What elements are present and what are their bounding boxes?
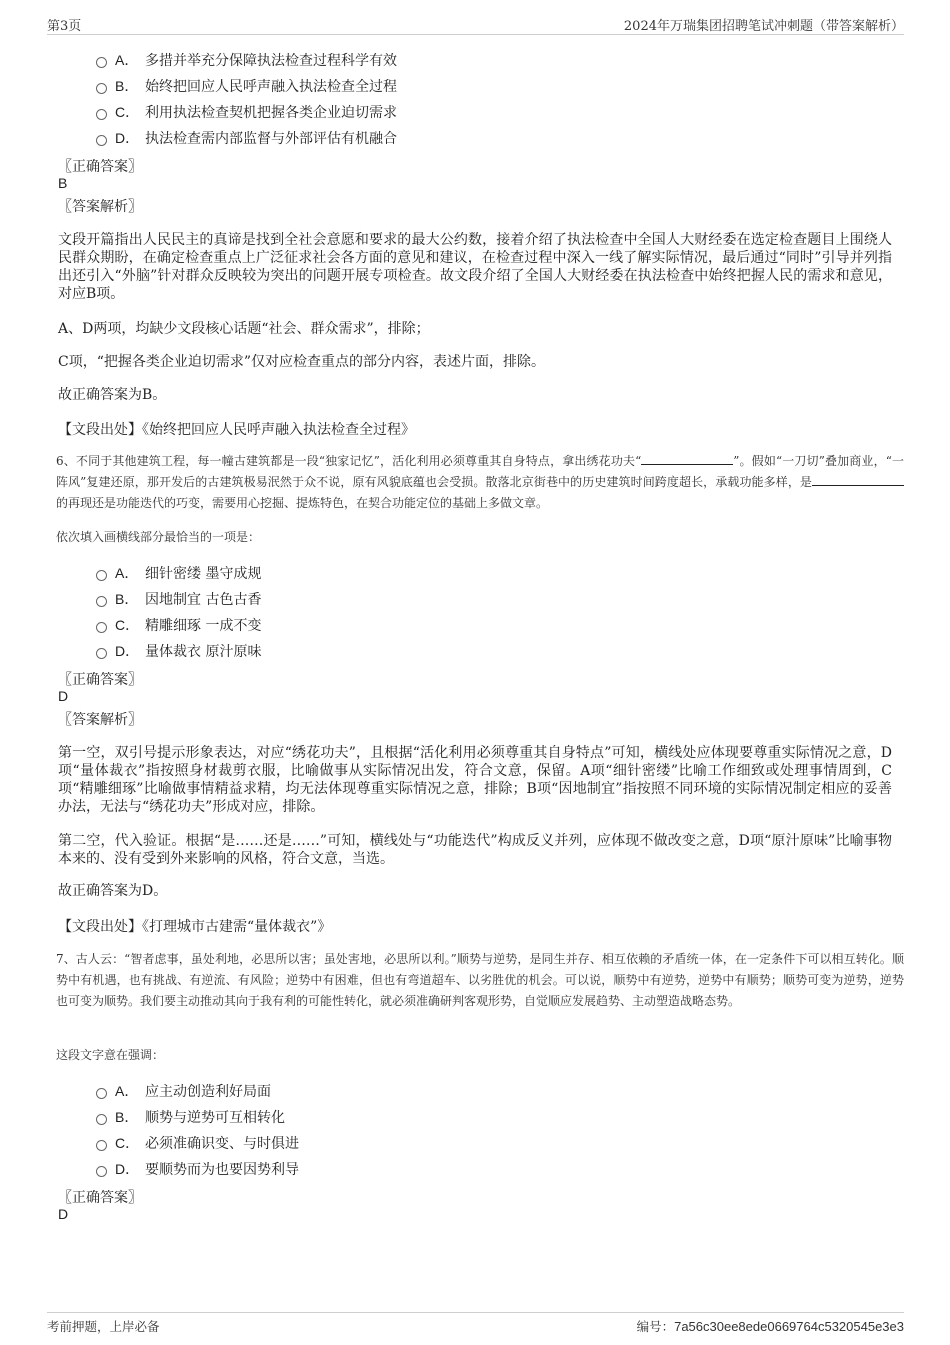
q5-option-b[interactable]: B． 始终把回应人民呼声融入执法检查全过程 bbox=[96, 76, 397, 98]
q7-stem: 7、古人云：“智者虑事，虽处利地，必思所以害；虽处害地，必思所以利。”顺势与逆势，是同生并存、相互依赖的矛盾统一体，在一定条件下可以相互转化。顺势中有机遇，也有挑战、有逆流、有风险；逆势中有困难，但也有弯道超车、以劣胜优的机会。可以说，顺势中有逆势，逆势中有顺势；顺势可变为逆势，逆势也可变为顺势。我们要主动推动其向于我有利的可能性转化，就必须准确研判客观形势，自觉顺应发展趋势、主动塑造战略态势。 bbox=[56, 952, 904, 1008]
footer-slogan: 考前押题，上岸必备 bbox=[47, 1319, 160, 1334]
q7-prompt: 这段文字意在强调： bbox=[56, 1048, 165, 1062]
q6-option-d[interactable]: D． 量体裁衣 原汁原味 bbox=[96, 641, 261, 663]
q5-analysis-paragraph-3: C项，“把握各类企业迫切需求”仅对应检查重点的部分内容，表述片面，排除。 bbox=[58, 354, 546, 370]
radio-icon[interactable] bbox=[96, 1166, 107, 1177]
q6-option-c[interactable]: C． 精雕细琢 一成不变 bbox=[96, 615, 261, 637]
radio-icon[interactable] bbox=[96, 83, 107, 94]
radio-icon[interactable] bbox=[96, 1114, 107, 1125]
q5-option-d[interactable]: D． 执法检查需内部监督与外部评估有机融合 bbox=[96, 128, 397, 150]
radio-icon[interactable] bbox=[96, 1088, 107, 1099]
radio-icon[interactable] bbox=[96, 1140, 107, 1151]
q6-source: 【文段出处】《打理城市古建需“量体裁衣”》 bbox=[58, 919, 332, 935]
q7-option-a[interactable]: A． 应主动创造利好局面 bbox=[96, 1081, 271, 1103]
radio-icon[interactable] bbox=[96, 648, 107, 659]
q6-option-b[interactable]: B． 因地制宜 古色古香 bbox=[96, 589, 261, 611]
q5-option-a[interactable]: A． 多措并举充分保障执法检查过程科学有效 bbox=[96, 50, 397, 72]
radio-icon[interactable] bbox=[96, 622, 107, 633]
page-header bbox=[47, 12, 904, 35]
footer-code: 编号：7a56c30ee8ede0669764c5320545e3e3 bbox=[636, 1319, 904, 1334]
q7-answer: D bbox=[58, 1206, 69, 1222]
q5-option-c[interactable]: C． 利用执法检查契机把握各类企业迫切需求 bbox=[96, 102, 397, 124]
q7-answer-label: 〖正确答案〗 bbox=[58, 1190, 142, 1206]
q5-analysis-paragraph-2: A、D两项，均缺少文段核心话题“社会、群众需求”，排除； bbox=[58, 321, 430, 337]
q6-prompt: 依次填入画横线部分最恰当的一项是： bbox=[56, 530, 261, 544]
radio-icon[interactable] bbox=[96, 135, 107, 146]
radio-icon[interactable] bbox=[96, 570, 107, 581]
q6-answer: D bbox=[58, 688, 69, 704]
document-title: 2024年万瑞集团招聘笔试冲刺题（带答案解析） bbox=[623, 19, 904, 34]
q7-option-c[interactable]: C． 必须准确识变、与时俱进 bbox=[96, 1133, 299, 1155]
q6-stem: 6、不同于其他建筑工程，每一幢古建筑都是一段“独家记忆”，活化利用必须尊重其自身特点，拿出绣花功夫“ ”。假如“一刀切”叠加商业，“一阵风”复建还原，那开发后的古建筑极易泯然于众不说，原有风貌底蕴也会受损。散落北京街巷中的历史建筑时间跨度超长，承载功能多样，是的再现还是功能迭代的巧变，需要用心挖掘、提炼特色，在契合功能定位的基础上多做文章。 bbox=[56, 454, 904, 510]
radio-icon[interactable] bbox=[96, 57, 107, 68]
radio-icon[interactable] bbox=[96, 596, 107, 607]
q5-analysis-paragraph-4: 故正确答案为B。 bbox=[58, 387, 167, 403]
q5-analysis-paragraph-1: 文段开篇指出人民民主的真谛是找到全社会意愿和要求的最大公约数，接着介绍了执法检查中全国人大财经委在选定检查题目上围绕人民群众期盼，在确定检查重点上广泛征求社会各方面的意见和建议，在检查过程中深入一线了解实际情况，最后通过“同时”引导并列指出还引入“外脑”针对群众反映较为突出的问题开展专项检查。故文段介绍了全国人大财经委在执法检查中始终把握人民的需求和意见，对应B项。 bbox=[58, 232, 892, 302]
q6-analysis-paragraph-2: 第二空，代入验证。根据“是……还是……”可知，横线处与“功能迭代”构成反义并列，应体现不做改变之意，D项“原汁原味”比喻事物本来的、没有受到外来影响的风格，符合文意，当选。 bbox=[58, 833, 892, 867]
page-footer bbox=[47, 1312, 904, 1337]
fill-blank-1[interactable] bbox=[641, 453, 733, 465]
radio-icon[interactable] bbox=[96, 109, 107, 120]
q7-option-b[interactable]: B． 顺势与逆势可互相转化 bbox=[96, 1107, 285, 1129]
q5-source: 【文段出处】《始终把回应人民呼声融入执法检查全过程》 bbox=[58, 422, 415, 438]
q6-analysis-label: 〖答案解析〗 bbox=[58, 712, 142, 728]
q5-answer-label: 〖正确答案〗 bbox=[58, 159, 142, 175]
q6-answer-label: 〖正确答案〗 bbox=[58, 672, 142, 688]
fill-blank-2[interactable] bbox=[812, 474, 904, 486]
q7-option-d[interactable]: D． 要顺势而为也要因势利导 bbox=[96, 1159, 299, 1181]
q6-analysis-paragraph-1: 第一空，双引号提示形象表达，对应“绣花功夫”，且根据“活化利用必须尊重其自身特点”可知，横线处应体现要尊重实际情况之意，D项“量体裁衣”指按照身材裁剪衣服，比喻做事从实际情况出发，符合文意，保留。A项“细针密缕”比喻工作细致或处理事情周到，C项“精雕细琢”比喻做事情精益求精，均无法体现尊重实际情况之意，排除；B项“因地制宜”指按照不同环境的实际情况制定相应的妥善办法，无法与“绣花功夫”形成对应，排除。 bbox=[58, 745, 892, 815]
q5-analysis-label: 〖答案解析〗 bbox=[58, 199, 142, 215]
q6-analysis-paragraph-3: 故正确答案为D。 bbox=[58, 883, 168, 899]
q6-option-a[interactable]: A． 细针密缕 墨守成规 bbox=[96, 563, 261, 585]
page-number: 第3页 bbox=[47, 19, 82, 34]
q5-answer: B bbox=[58, 175, 68, 191]
